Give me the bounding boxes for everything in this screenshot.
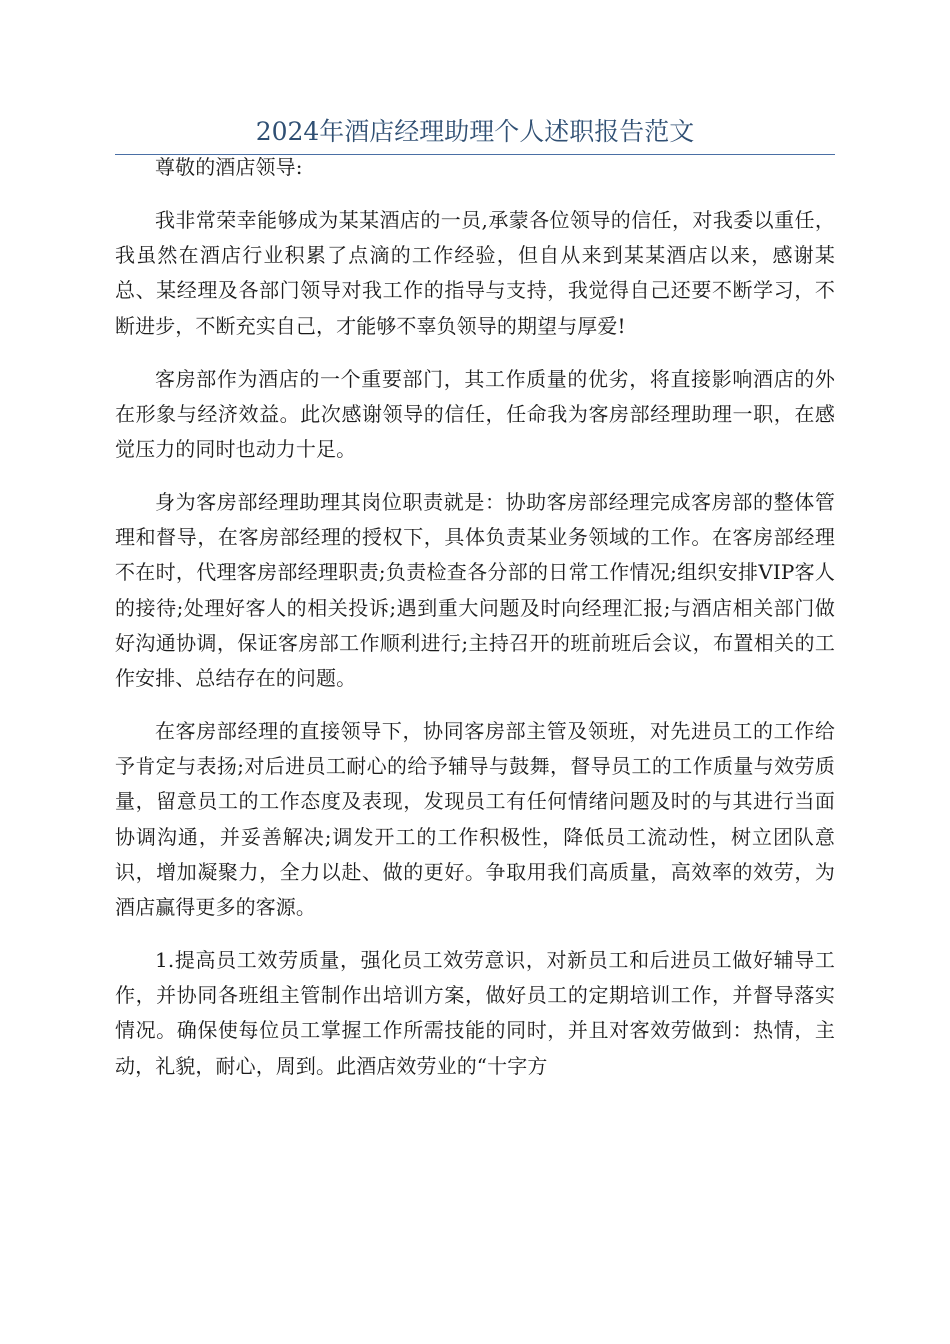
paragraph-1: 我非常荣幸能够成为某某酒店的一员,承蒙各位领导的信任，对我委以重任，我虽然在酒店行业积累了点滴的工作经验，但自从来到某某酒店以来，感谢某总、某经理及各部门领导对我工作的指导与支持，我觉得自己还要不断学习，不断进步，不断充实自己，才能够不辜负领导的期望与厚爱! [115, 208, 835, 338]
document-body [115, 150, 835, 1084]
paragraph-3: 身为客房部经理助理其岗位职责就是：协助客房部经理完成客房部的整体管理和督导，在客房部经理的授权下，具体负责某业务领域的工作。在客房部经理不在时，代理客房部经理职责;负责检查各分部的日常工作情况;组织安排VIP客人的接待;处理好客人的相关投诉;遇到重大问题及时向经理汇报;与酒店相关部门做好沟通协调，保证客房部工作顺利进行;主持召开的班前班后会议，布置相关的工作安排、总结存在的问题。 [115, 490, 835, 691]
paragraph-2: 客房部作为酒店的一个重要部门，其工作质量的优劣，将直接影响酒店的外在形象与经济效益。此次感谢领导的信任，任命我为客房部经理助理一职，在感觉压力的同时也动力十足。 [115, 366, 835, 462]
salutation: 尊敬的酒店领导: [155, 155, 303, 179]
page-title: 2024年酒店经理助理个人述职报告范文 [255, 117, 695, 146]
paragraph-4: 在客房部经理的直接领导下，协同客房部主管及领班，对先进员工的工作给予肯定与表扬;对后进员工耐心的给予辅导与鼓舞，督导员工的工作质量与效劳质量，留意员工的工作态度及表现，发现员工有任何情绪问题及时的与其进行当面协调沟通，并妥善解决;调发开工的工作积极性，降低员工流动性，树立团队意识，增加凝聚力，全力以赴、做的更好。争取用我们高质量，高效率的效劳，为酒店赢得更多的客源。 [115, 719, 835, 920]
paragraph-5: 1.提高员工效劳质量，强化员工效劳意识，对新员工和后进员工做好辅导工作，并协同各班组主管制作出培训方案，做好员工的定期培训工作，并督导落实情况。确保使每位员工掌握工作所需技能的同时，并且对客效劳做到：热情，主动，礼貌，耐心，周到。此酒店效劳业的“十字方 [115, 948, 835, 1078]
